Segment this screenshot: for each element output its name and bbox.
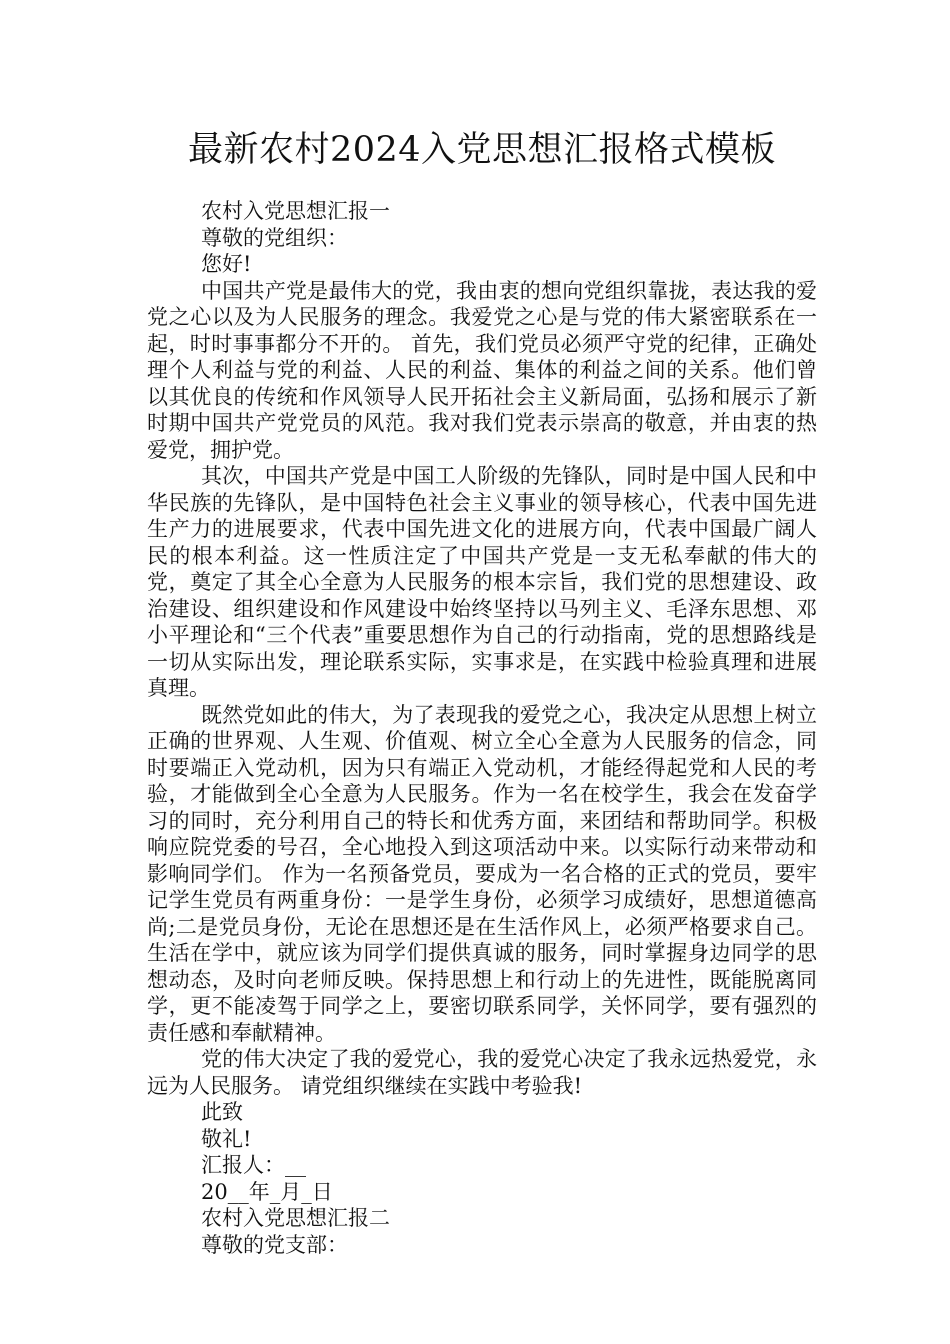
greeting: 您好! <box>201 252 252 276</box>
closing-line-1: 此致 <box>201 1100 243 1124</box>
document-page <box>147 126 817 1258</box>
document-title: 最新农村2024入党思想汇报格式模板 <box>187 130 777 170</box>
body-paragraph-2: 其次，中国共产党是中国工人阶级的先锋队，同时是中国人民和中华民族的先锋队，是中国特色社会主义事业的领导核心，代表中国先进生产力的进展要求，代表中国先进文化的进展方向，代表中国最广阔人民的根本利益。这一性质注定了中国共产党是一支无私奉献的伟大的党，奠定了其全心全意为人民服务的根本宗旨，我们党的思想建设、政治建设、组织建设和作风建设中始终坚持以马列主义、毛泽东思想、邓小平理论和“三个代表”重要思想作为自己的行动指南，党的思想路线是一切从实际出发，理论联系实际，实事求是，在实践中检验真理和进展真理。 <box>147 464 817 700</box>
report-date: 20__年_月_日 <box>201 1179 333 1204</box>
salutation-1: 尊敬的党组织： <box>201 225 348 250</box>
body-paragraph-1: 中国共产党是最伟大的党，我由衷的想向党组织靠拢，表达我的爱党之心以及为人民服务的理念。我爱党之心是与党的伟大紧密联系在一起，时时事事都分不开的。 首先，我们党员必须严守党的纪律，正确处理个人利益与党的利益、人民的利益、集体的利益之间的关系。他们曾以其优良的传统和作风领导人民开拓社会主义新局面，弘扬和展示了新时期中国共产党党员的风范。我对我们党表示崇高的敬意，并由衷的热爱党，拥护党。 <box>147 278 817 462</box>
salutation-2: 尊敬的党支部： <box>201 1232 348 1257</box>
report1-heading: 农村入党思想汇报一 <box>201 199 390 223</box>
report2-heading: 农村入党思想汇报二 <box>201 1206 390 1230</box>
body-paragraph-3: 既然党如此的伟大，为了表现我的爱党之心，我决定从思想上树立正确的世界观、人生观、价值观、树立全心全意为人民服务的信念，同时要端正入党动机，因为只有端正入党动机，才能经得起党和人民的考验，才能做到全心全意为人民服务。作为一名在校学生，我会在发奋学习的同时，充分利用自己的特长和优秀方面，来团结和帮助同学。积极响应院党委的号召，全心地投入到这项活动中来。以实际行动来带动和影响同学们。 作为一名预备党员，要成为一名合格的正式的党员，要牢记学生党员有两重身份：一是学生身份，必须学习成绩好，思想道德高尚;二是党员身份，无论在思想还是在生活作风上，必须严格要求自己。生活在学中，就应该为同学们提供真诚的服务，同时掌握身边同学的思想动态，及时向老师反映。保持思想上和行动上的先进性，既能脱离同学，更不能凌驾于同学之上，要密切联系同学，关怀同学，要有强烈的责任感和奉献精神。 <box>147 702 817 1045</box>
closing-line-2: 敬礼! <box>201 1126 252 1151</box>
reporter-signature: 汇报人：__ <box>201 1153 306 1177</box>
body-paragraph-4: 党的伟大决定了我的爱党心，我的爱党心决定了我永远热爱党，永远为人民服务。 请党组织继续在实践中考验我! <box>147 1047 817 1098</box>
